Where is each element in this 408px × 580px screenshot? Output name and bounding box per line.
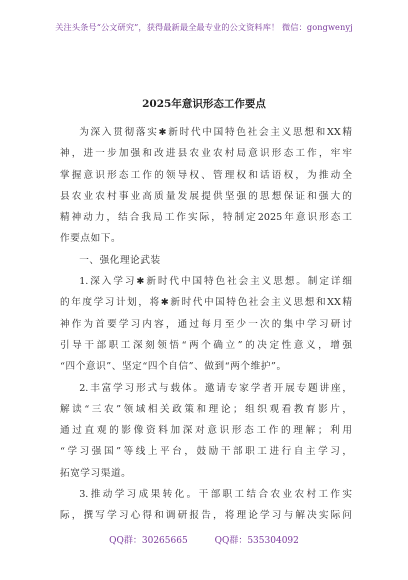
footer-qq-group-1: QQ群：30265665 (109, 536, 188, 546)
text-line: 一、强化理论武装 (79, 254, 161, 266)
document-title: 2025年意识形态工作要点 (142, 98, 266, 110)
text-line: 1.深入学习✱新时代中国特色社会主义思想。制定详细 (79, 276, 352, 288)
text-line: 的年度学习计划，将✱新时代中国特色社会主义思想和XX精 (60, 297, 352, 309)
text-line: 引导干部职工深刻领悟“两个确立”的决定性意义，增强 (60, 339, 352, 351)
text-line: 神作为首要学习内容，通过每月至少一次的集中学习研讨 (60, 318, 352, 330)
text-line: 2.丰富学习形式与载体。邀请专家学者开展专题讲座， (79, 382, 352, 394)
text-line: 际，撰写学习心得和调研报告，将理论学习与解决实际问 (60, 510, 352, 522)
footer (0, 533, 408, 546)
text-line: “四个意识”、坚定“四个自信”、做到“两个维护”。 (60, 361, 287, 373)
text-line: 3.推动学习成果转化。干部职工结合农业农村工作实 (79, 489, 352, 501)
header-banner: 关注头条号“公文研究”，获得最新最全最专业的公文资料库！ 微信：gongwenyj (55, 22, 353, 32)
text-line: 县农业农村事业高质量发展提供坚强的思想保证和强大的 (60, 190, 352, 202)
document-body (60, 122, 352, 527)
text-line: “学习强国”等线上平台，鼓励干部职工进行自主学习， (60, 446, 352, 458)
text-line: 掌握意识形态工作的领导权、管理权和话语权，为推动全 (60, 169, 352, 181)
text-line: 通过直观的影像资料加深对意识形态工作的理解；利用 (60, 425, 352, 437)
text-line: 精神动力，结合我局工作实际，特制定2025年意识形态工 (60, 212, 352, 224)
text-line: 解读“三农”领域相关政策和理论；组织观看教育影片， (60, 403, 352, 415)
text-line: 为深入贯彻落实✱新时代中国特色社会主义思想和XX精 (79, 127, 352, 138)
text-line: 作要点如下。 (60, 233, 122, 245)
footer-qq-group-2: QQ群：535304092 (214, 536, 299, 546)
text-line: 神，进一步加强和改进县农业农村局意识形态工作，牢牢 (60, 148, 352, 160)
text-line: 拓宽学习渠道。 (60, 467, 132, 479)
